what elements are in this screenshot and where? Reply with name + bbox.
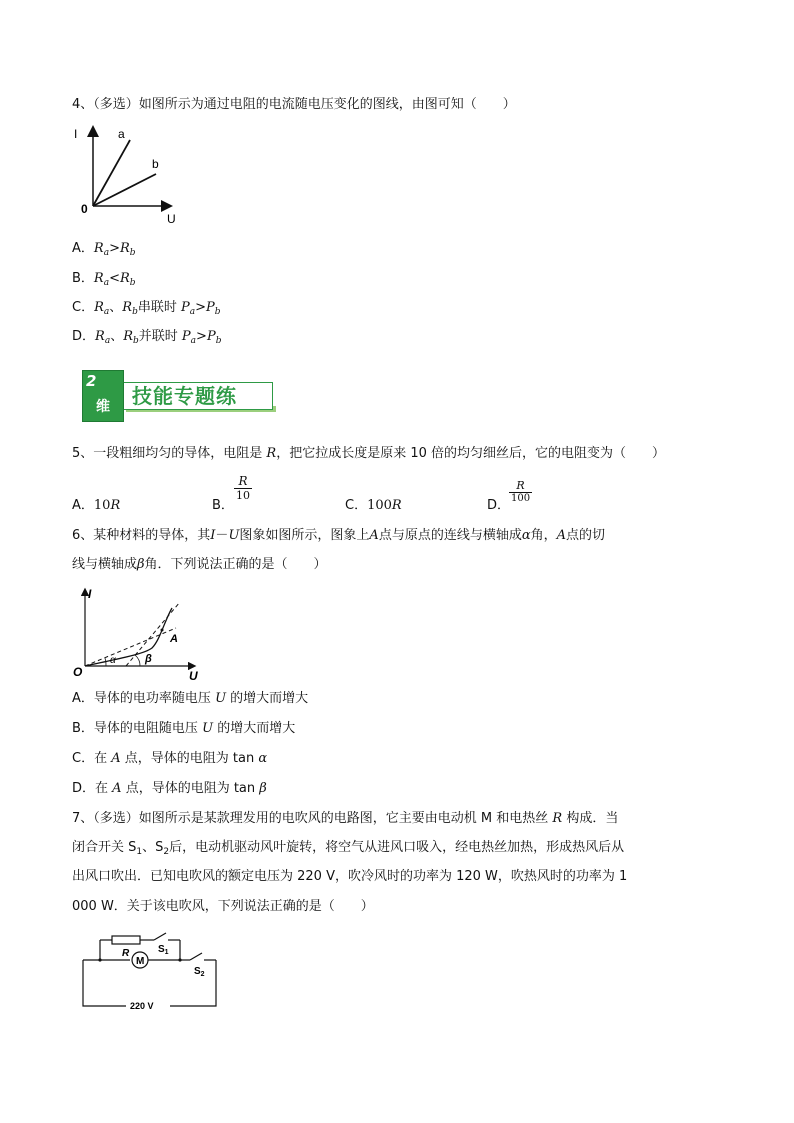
q6-y-label: I [88, 587, 92, 601]
junction-right [178, 958, 181, 961]
circuit-voltage-label: 220 V [130, 1001, 154, 1011]
q7-stem-line3: 出风口吹出．已知电吹风的额定电压为 220 V，吹冷风时的功率为 120 W，吹热风时的功率为 1 [72, 869, 628, 884]
q4-option-a: A．$R_a>R_b$ [72, 241, 136, 258]
circuit-outer-loop [83, 960, 126, 1006]
circuit-r-label: R [122, 948, 130, 959]
q6-beta-label: β [145, 653, 152, 665]
q5-option-c: C．100R [345, 498, 402, 513]
banner-title: 技能专题练 [132, 384, 237, 408]
q7-circuit-diagram [78, 926, 228, 1016]
q6-option-a: A．导体的电功率随电压 U 的增大而增大 [72, 691, 309, 706]
q6-stem-line2: 线与横轴成β角．下列说法正确的是（ ） [72, 557, 327, 572]
q5-option-b-label: B． [212, 498, 234, 513]
q4-option-d: D．$R_a$、$R_b$并联时 $P_a>P_b$ [72, 329, 222, 346]
circuit-s2-label: $S_2$ [194, 966, 205, 978]
q7-stem-line1: 7、（多选）如图所示是某款理发用的电吹风的电路图，它主要由电动机 M 和电热丝 R 构成．当 [72, 811, 619, 826]
q6-stem-line1: 6、某种材料的导体，其I－U图象如图所示，图象上A点与原点的连线与横轴成α角，A点的切 [72, 528, 606, 543]
circuit-outer-loop-right [170, 960, 216, 1006]
q4-iu-graph [72, 122, 182, 228]
resistor-r [112, 936, 140, 944]
circuit-s1-label: $S_1$ [158, 944, 169, 956]
q4-label-b: b [152, 157, 159, 171]
banner-wei: 维 [96, 399, 110, 415]
q6-point-label: A [170, 633, 178, 645]
q7-stem-line4: 000 W．关于该电吹风，下列说法正确的是（ ） [72, 899, 374, 914]
q6-iu-graph [72, 584, 202, 684]
switch-s2 [190, 953, 202, 960]
q5-option-d-fraction: $\frac{R}{100}$ [511, 479, 531, 504]
q6-origin: O [73, 665, 83, 679]
q4-y-label: I [74, 127, 78, 141]
q6-curve [85, 608, 172, 666]
q4-x-label: U [167, 212, 176, 226]
banner-number: 2 [86, 372, 97, 390]
q7-stem-line2: 闭合开关 $S_1$、$S_2$后，电动机驱动风叶旋转，将空气从进风口吸入，经电热丝加热，形成热风后从 [72, 840, 625, 857]
q5-option-b-fraction: $\frac{R}{10}$ [236, 474, 250, 502]
q4-label-a: a [118, 127, 125, 141]
q6-alpha-label: α [110, 655, 116, 666]
q6-option-d: D．在 A 点，导体的电阻为 tan β [72, 781, 267, 796]
switch-s1 [154, 933, 166, 940]
q6-point-a [161, 629, 164, 632]
q6-beta-arc [135, 655, 140, 666]
q5-option-d-label: D． [487, 498, 511, 513]
q4-stem: 4、（多选）如图所示为通过电阻的电流随电压变化的图线，由图可知（ ） [72, 97, 516, 112]
q6-option-c: C．在 A 点，导体的电阻为 tan α [72, 751, 268, 766]
section-banner [82, 370, 278, 422]
q5-stem: 5、一段粗细均匀的导体，电阻是 R，把它拉成长度是原来 10 倍的均匀细丝后，它的电阻变为（ ） [72, 446, 666, 461]
q4-option-b: B．$R_a<R_b$ [72, 271, 136, 288]
q4-origin: 0 [81, 202, 88, 216]
q6-option-b: B．导体的电阻随电压 U 的增大而增大 [72, 721, 296, 736]
q4-option-c: C．$R_a$、$R_b$串联时 $P_a>P_b$ [72, 300, 221, 317]
circuit-m-label: M [136, 956, 145, 967]
q5-option-a: A．10R [72, 498, 121, 513]
q6-x-label: U [189, 669, 198, 683]
